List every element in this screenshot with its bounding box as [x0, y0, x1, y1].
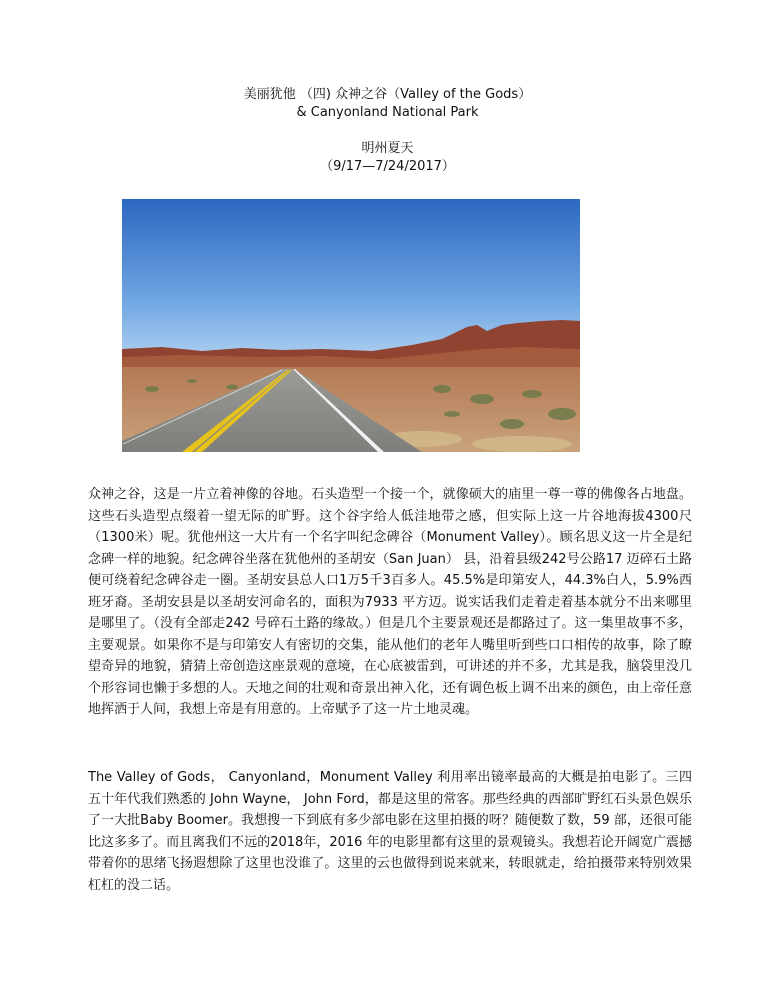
title-block — [0, 86, 775, 176]
desert-road-photo — [122, 199, 580, 452]
page-subtitle: & Canyonland National Park — [296, 105, 479, 120]
page-title: 美丽犹他 （四) 众神之谷（Valley of the Gods） — [243, 87, 532, 102]
paragraph-movies: The Valley of Gods， Canyonland，Monument Valley 利用率出镜率最高的大概是拍电影了。三四五十年代我们熟悉的 John Wayne， John Ford，都是这里的常客。那些经典的西部旷野红石头景色娱乐了一大批Baby Boomer。我想搜一下到底有多少部电影在这里拍摄的呀？随便数了数，59 部，还很可能比这多多了。而且离我们不远的2018年，2016 年的电影里都有这里的景观镜头。我想若论开阔宽广震撼带着你的思绪飞扬遐想除了这里也没谁了。这里的云也做得到说来就来，转眼就走，给拍摄带来特别效果杠杠的没二话。 — [88, 770, 692, 893]
author-name: 明州夏天 — [361, 141, 414, 156]
date-range: （9/17—7/24/2017） — [320, 159, 455, 174]
title-spacer — [0, 122, 775, 140]
paragraph-valley-of-gods: 众神之谷，这是一片立着神像的谷地。石头造型一个接一个，就像硕大的庙里一尊一尊的佛像各占地盘。这些石头造型点缀着一望无际的旷野。这个谷字给人低洼地带之感，但实际上这一片谷地海拔4300尺（1300米）呢。犹他州这一大片有一个名字叫纪念碑谷（Monument Valley）。顾名思义这一片全是纪念碑一样的地貌。纪念碑谷坐落在犹他州的圣胡安（San Juan） 县，沿着县级242号公路17 迈碎石土路便可绕着纪念碑谷走一圈。圣胡安县总人口1万5千3百多人。45.5%是印第安人，44.3%白人，5.9%西班牙裔。圣胡安县是以圣胡安河命名的，面积为7933 平方迈。说实话我们走着走着基本就分不出来哪里是哪里了。（没有全部走242 号碎石土路的缘故。）但是几个主要景观还是都路过了。这一集里故事不多，主要观景。如果你不是与印第安人有密切的交集，能从他们的老年人嘴里听到些口口相传的故事，除了瞭望奇异的地貌，猜猜上帝创造这座景观的意境，在心底被雷到，可讲述的并不多，尤其是我，脑袋里没几个形容词也懒于多想的人。天地之间的壮观和奇景出神入化，还有调色板上调不出来的颜色，由上帝任意地挥洒于人间，我想上帝是有用意的。上帝赋予了这一片土地灵魂。 — [88, 487, 692, 717]
